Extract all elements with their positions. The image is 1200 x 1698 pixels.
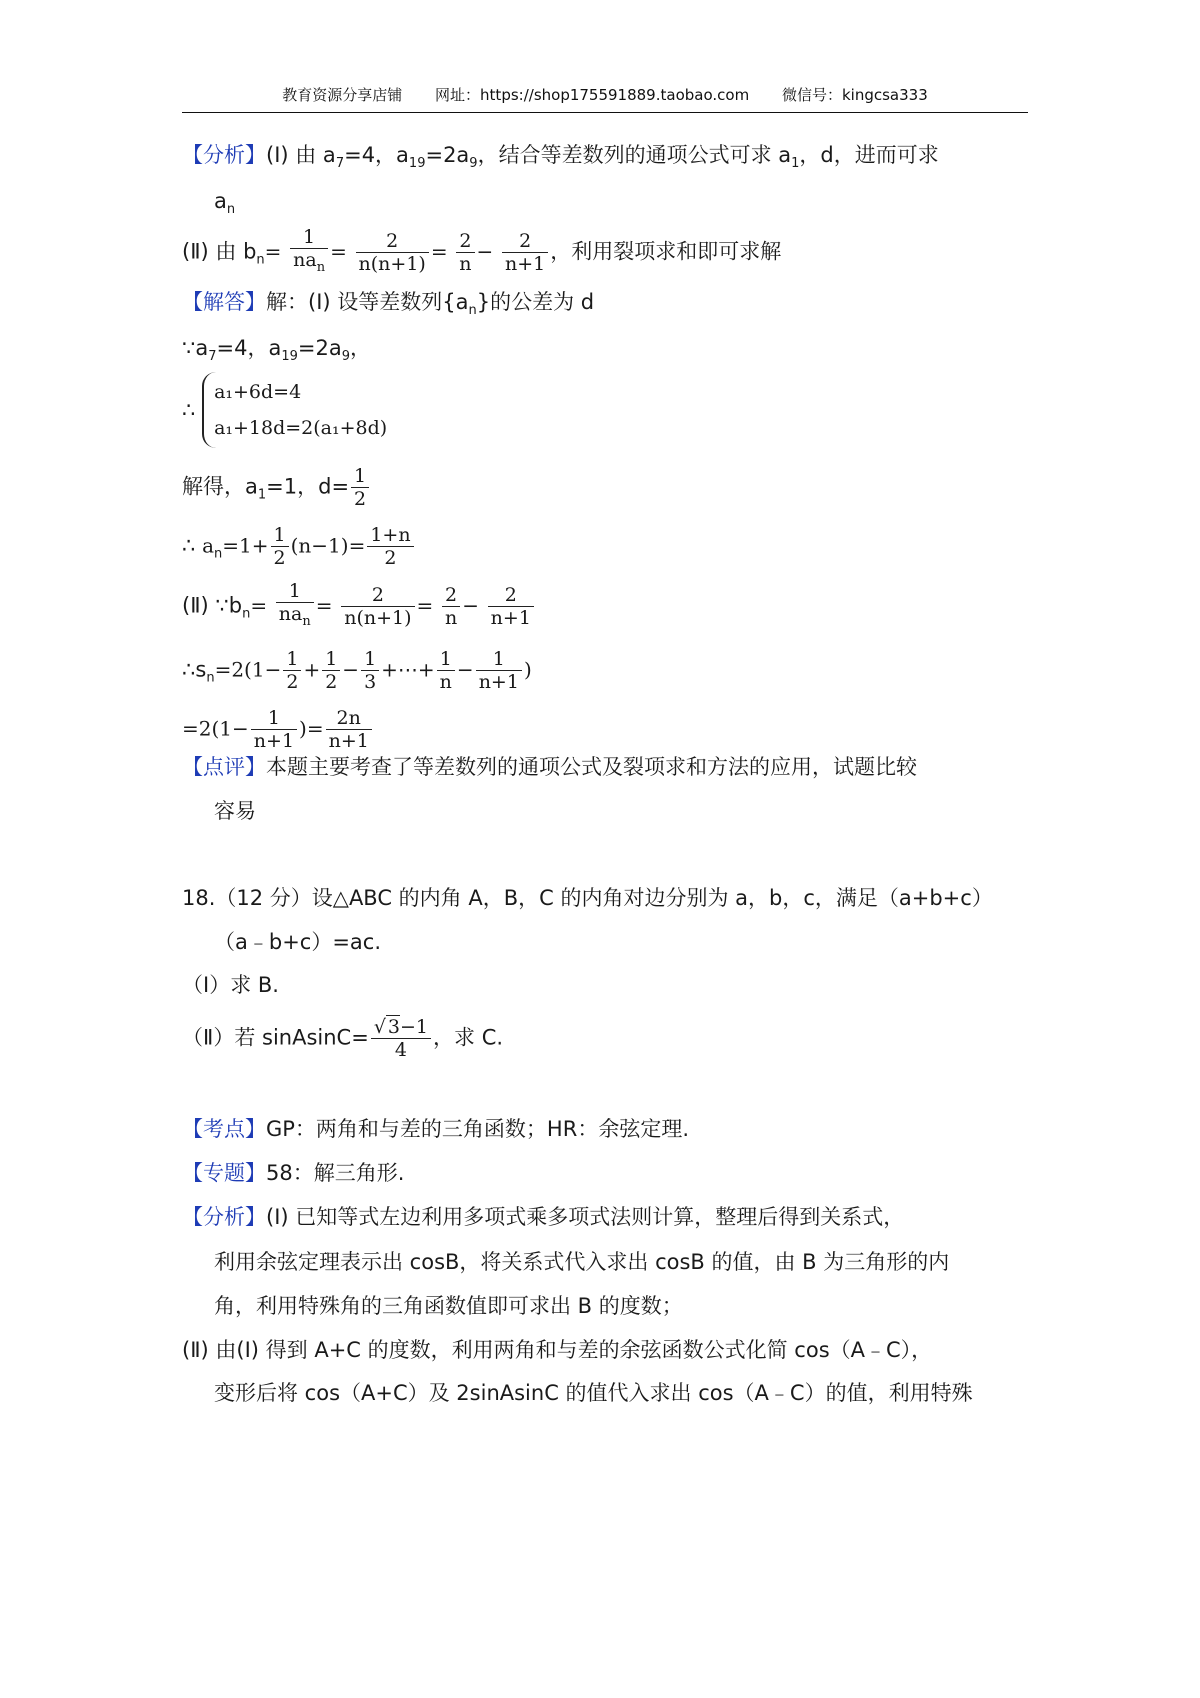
header-divider bbox=[182, 112, 1028, 113]
q18-analysis-line-4: (Ⅱ) 由(Ⅰ) 得到 A+C 的度数，利用两角和与差的余弦函数公式化简 cos（A﹣C）， bbox=[182, 1338, 933, 1362]
header-wechat: 微信号：kingcsa333 bbox=[781, 86, 928, 104]
zhuanti-tag: 【专题】 bbox=[182, 1161, 266, 1185]
q18-zhuanti-line: 【专题】58：解三角形. bbox=[182, 1161, 405, 1185]
q17-because-line: $\because a_7=4$，$a_{19}=2a_9$， bbox=[182, 336, 371, 364]
q17-final-line: =2(1− $\frac{1}{n+1}$ )= $\frac{2n}{n+1}$ bbox=[182, 707, 374, 752]
fraction: $\frac{2}{n}$ bbox=[456, 230, 474, 275]
q18-part2: （Ⅱ）若 sinAsinC= $\frac{√ 3-1}{4}$ ，求 C. bbox=[182, 1016, 504, 1061]
solution-tag: 【解答】 bbox=[182, 290, 266, 314]
q17-part2-line: (Ⅱ) $\because b_n=$ $\frac{1}{na_n}$ = $\frac{2}{n(n+1)}$ = $\frac{2}{n}$ − $\frac{2}{n+1}$ bbox=[182, 580, 536, 633]
q17-comment-line-1: 【点评】本题主要考查了等差数列的通项公式及裂项求和方法的应用，试题比较 bbox=[182, 755, 917, 779]
fraction: $\frac{1}{na_n}$ bbox=[276, 580, 314, 633]
q18-analysis-line-2: 利用余弦定理表示出 cosB，将关系式代入求出 cosB 的值，由 B 为三角形的内 bbox=[214, 1250, 950, 1274]
page-header bbox=[182, 84, 1028, 112]
q18-analysis-line-3: 角，利用特殊角的三角函数值即可求出 B 的度数； bbox=[214, 1294, 683, 1318]
fraction: $\frac{2}{n(n+1)}$ bbox=[356, 230, 429, 275]
q17-comment-line-2: 容易 bbox=[214, 799, 256, 823]
fraction: $\frac{√ 3-1}{4}$ bbox=[371, 1016, 431, 1061]
q17-analysis-line-2: $a_n$ bbox=[214, 189, 236, 217]
q17-equation-system: ∴ a₁+6d=4 a₁+18d=2(a₁+8d) bbox=[182, 372, 387, 448]
q18-kaodian-line: 【考点】GP：两角和与差的三角函数；HR：余弦定理. bbox=[182, 1117, 689, 1141]
q18-part1: （Ⅰ）求 B. bbox=[182, 973, 279, 997]
q17-an-formula: ∴ $a_n=1+$ $\frac{1}{2}$ (n−1)= $\frac{1+n}{2}$ bbox=[182, 524, 416, 570]
q17-solution-line-1: 【解答】解：(Ⅰ) 设等差数列$\{a_n\}$的公差为 d bbox=[182, 290, 595, 318]
fraction: $\frac{1}{n}$ bbox=[437, 648, 455, 693]
analysis-tag: 【分析】 bbox=[182, 143, 266, 167]
q18-analysis-line-5: 变形后将 cos（A+C）及 2sinAsinC 的值代入求出 cos（A﹣C）的值，利用特殊 bbox=[214, 1381, 973, 1405]
fraction: $\frac{2}{n+1}$ bbox=[488, 584, 534, 629]
q17-analysis-line-3: (Ⅱ) 由 $b_n=$ $\frac{1}{na_n}$ = $\frac{2}{n(n+1)}$ = $\frac{2}{n}$ − $\frac{2}{n+1}$ ，利用裂项求和即可求解 bbox=[182, 226, 781, 279]
fraction: $\frac{1}{2}$ bbox=[283, 648, 301, 693]
fraction: $\frac{1+n}{2}$ bbox=[367, 524, 413, 569]
q18-stem-line-2: （a﹣b+c）=ac. bbox=[214, 930, 382, 954]
fraction: $\frac{1}{n+1}$ bbox=[251, 707, 297, 752]
analysis-tag: 【分析】 bbox=[182, 1205, 266, 1229]
fraction: $\frac{1}{2}$ bbox=[271, 524, 289, 569]
q18-analysis-line-1: 【分析】(Ⅰ) 已知等式左边利用多项式乘多项式法则计算，整理后得到关系式， bbox=[182, 1205, 905, 1229]
comment-tag: 【点评】 bbox=[182, 755, 266, 779]
fraction: $\frac{1}{2}$ bbox=[351, 465, 369, 510]
fraction: $\frac{2}{n}$ bbox=[442, 584, 460, 629]
brace-system: a₁+6d=4 a₁+18d=2(a₁+8d) bbox=[202, 372, 387, 448]
fraction: $\frac{1}{n+1}$ bbox=[476, 648, 522, 693]
q17-sn-line: $\therefore s_n=2(1-$ $\frac{1}{2}$ + $\frac{1}{2}$ − $\frac{1}{3}$ +⋯+ $\frac{1}{n}$ − $\frac{1}{n+1}$ ) bbox=[182, 648, 532, 693]
fraction: $\frac{2}{n(n+1)}$ bbox=[341, 584, 414, 629]
fraction: $\frac{2}{n+1}$ bbox=[502, 230, 548, 275]
fraction: $\frac{2n}{n+1}$ bbox=[326, 707, 372, 752]
fraction: $\frac{1}{2}$ bbox=[322, 648, 340, 693]
fraction: $\frac{1}{3}$ bbox=[361, 648, 379, 693]
header-url[interactable]: 网址：https://shop175591889.taobao.com bbox=[435, 86, 750, 104]
fraction: $\frac{1}{na_n}$ bbox=[290, 226, 328, 279]
header-shop: 教育资源分享店铺 bbox=[282, 86, 403, 104]
q17-solved-line: 解得，$a_1=1$，d= $\frac{1}{2}$ bbox=[182, 465, 371, 511]
kaodian-tag: 【考点】 bbox=[182, 1117, 266, 1141]
q17-analysis-line-1: 【分析】(Ⅰ) 由 $a_7=4$，$a_{19}=2a_9$，结合等差数列的通项公式可求 $a_1$，d，进而可求 bbox=[182, 143, 939, 171]
q18-stem-line-1: 18.（12 分）设△ABC 的内角 A，B，C 的内角对边分别为 a，b，c，满足（a+b+c） bbox=[182, 886, 993, 910]
